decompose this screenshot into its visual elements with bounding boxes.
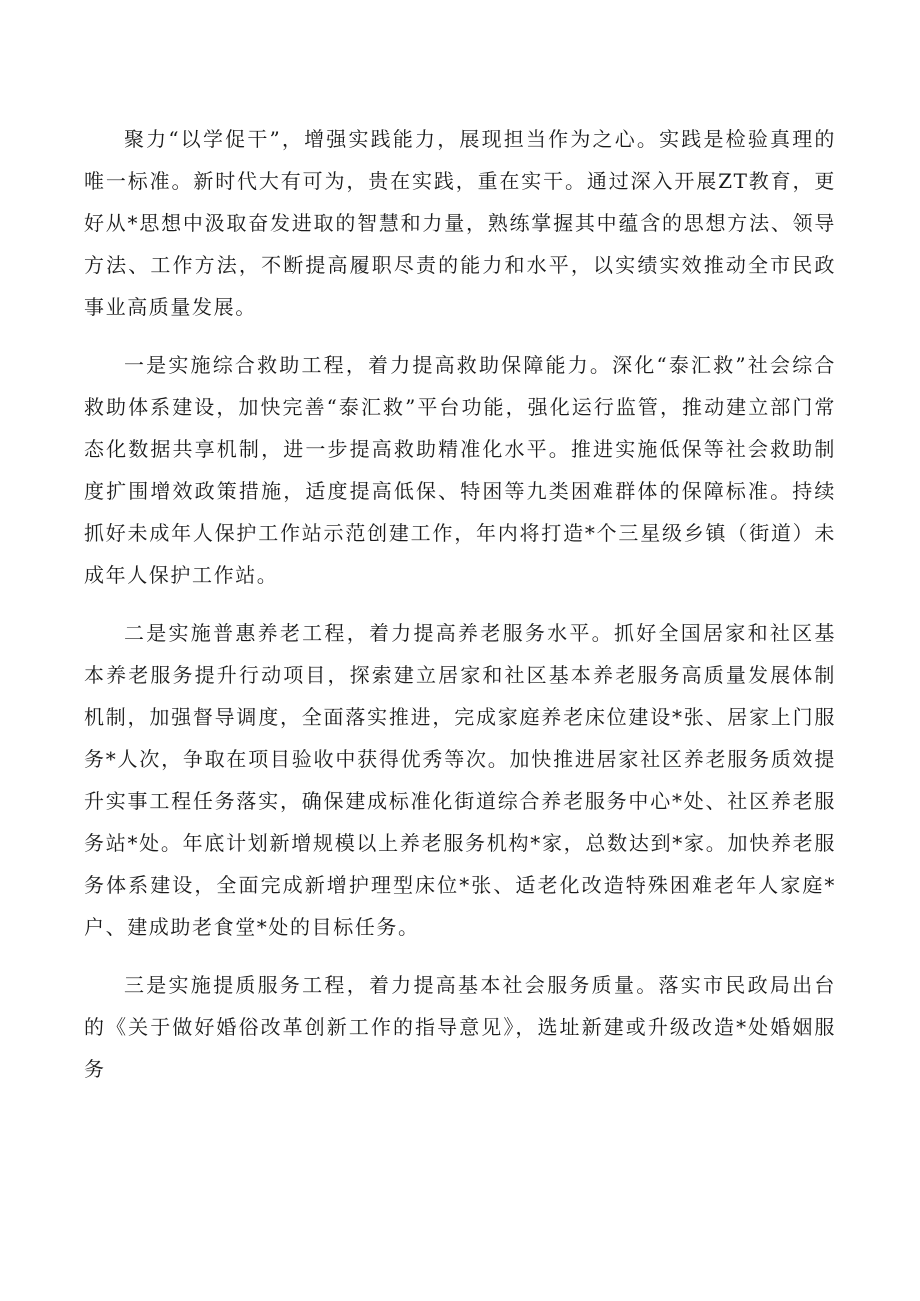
paragraph-elderly-care: 二是实施普惠养老工程，着力提高养老服务水平。抓好全国居家和社区基本养老服务提升行动项目，探索建立居家和社区基本养老服务高质量发展体制机制，加强督导调度，全面落实推进，完成家庭养老床位建设*张、居家上门服务*人次，争取在项目验收中获得优秀等次。加快推进居家社区养老服务质效提升实事工程任务落实，确保建成标准化街道综合养老服务中心*处、社区养老服务站*处。年底计划新增规模以上养老服务机构*家，总数达到*家。加快养老服务体系建设，全面完成新增护理型床位*张、适老化改造特殊困难老年人家庭*户、建成助老食堂*处的目标任务。: [84, 621, 836, 939]
paragraph-study-practice: 聚力“以学促干”，增强实践能力，展现担当作为之心。实践是检验真理的唯一标准。新时代大有可为，贵在实践，重在实干。通过深入开展ZT教育，更好从*思想中汲取奋发进取的智慧和力量，熟练掌握其中蕴含的思想方法、领导方法、工作方法，不断提高履职尽责的能力和水平，以实绩实效推动全市民政事业高质量发展。: [84, 127, 836, 319]
document-body: [84, 118, 836, 1106]
paragraph-social-assistance: 一是实施综合救助工程，着力提高救助保障能力。深化“泰汇救”社会综合救助体系建设，加快完善“泰汇救”平台功能，强化运行监管，推动建立部门常态化数据共享机制，进一步提高救助精准化水平。推进实施低保等社会救助制度扩围增效政策措施，适度提高低保、特困等九类困难群体的保障标准。持续抓好未成年人保护工作站示范创建工作，年内将打造*个三星级乡镇（街道）未成年人保护工作站。: [84, 353, 836, 587]
paragraph-social-services: 三是实施提质服务工程，着力提高基本社会服务质量。落实市民政局出台的《关于做好婚俗改革创新工作的指导意见》，选址新建或升级改造*处婚姻服务: [84, 973, 836, 1081]
